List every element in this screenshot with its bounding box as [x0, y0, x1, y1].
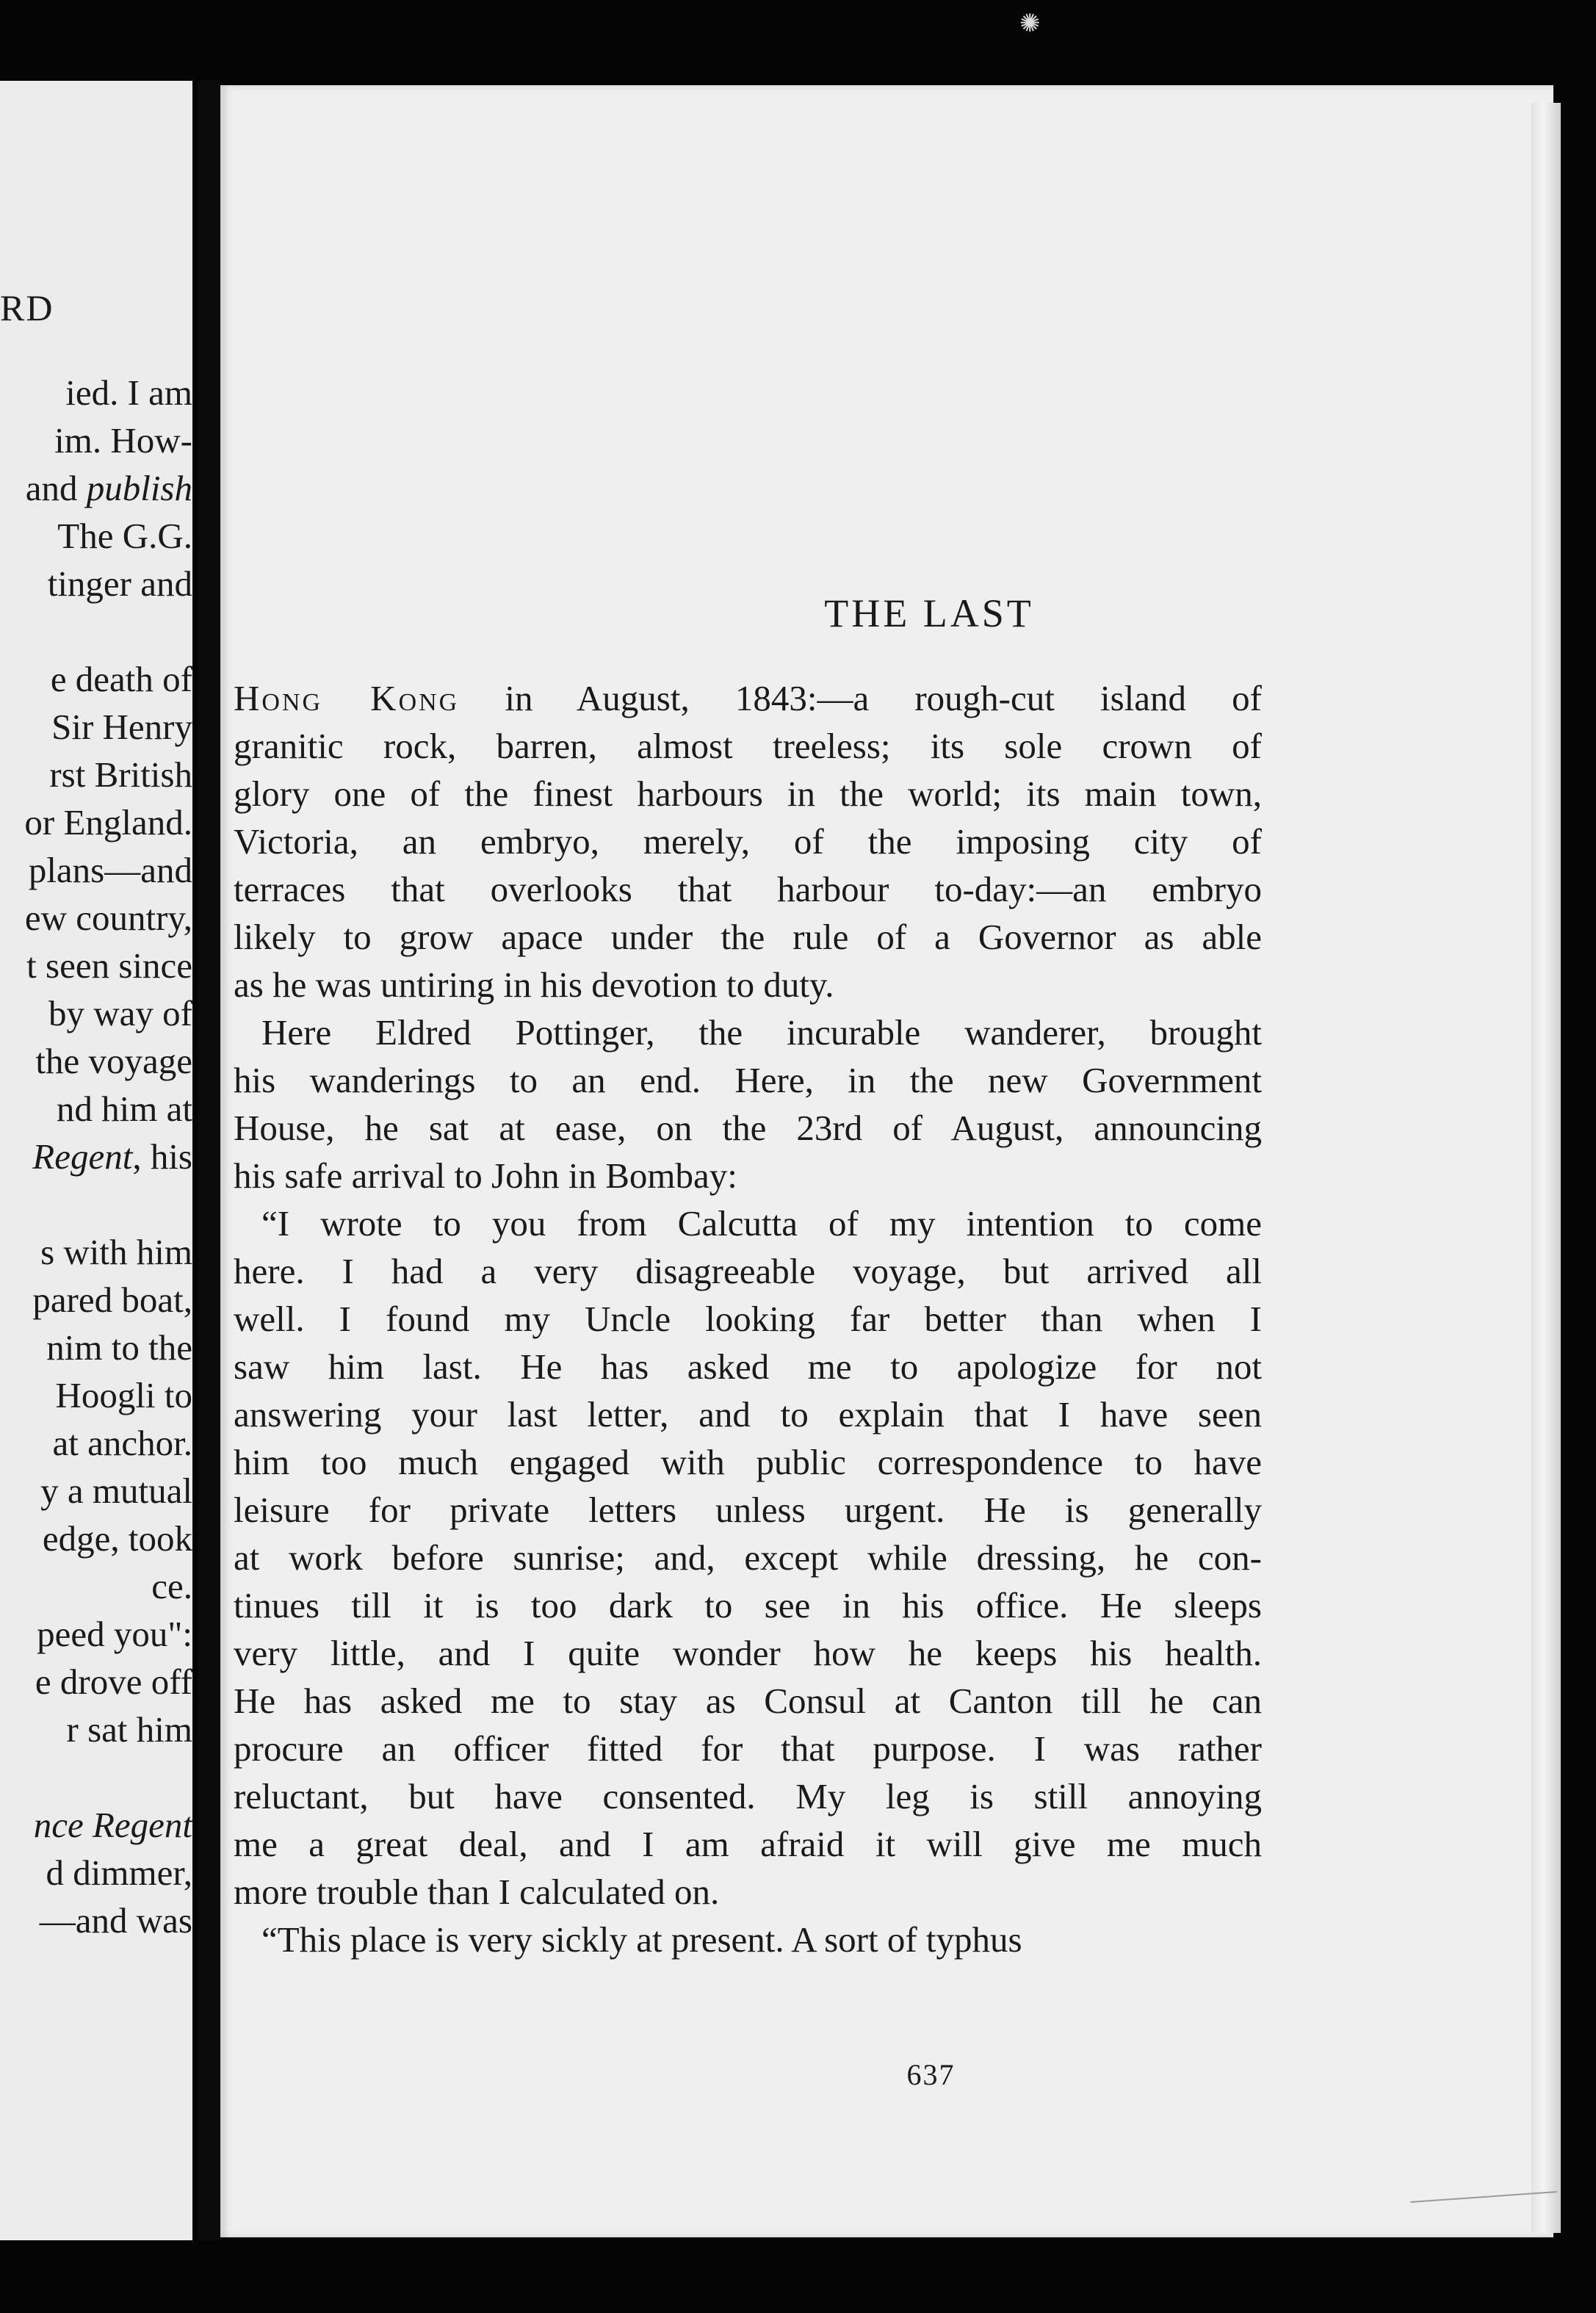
left-page-line: or England.	[24, 802, 192, 842]
left-page-line: plans—and	[28, 850, 192, 890]
chapter-title: THE LAST	[824, 591, 1034, 635]
left-page-line: peed you":	[37, 1614, 192, 1654]
left-page-line: tinger and	[47, 563, 192, 604]
left-page-line: e death of	[50, 659, 192, 699]
left-page-line: Regent, his	[32, 1136, 192, 1177]
left-page-italic: Regent	[32, 1136, 133, 1177]
left-page-line: e drove off	[35, 1661, 192, 1702]
left-page-line: r sat him	[66, 1709, 192, 1750]
page-edge	[1531, 103, 1561, 2233]
text-line: me a great deal, and I am afraid it will give me much	[234, 1824, 1262, 1864]
left-page-line: nim to the	[46, 1327, 192, 1368]
left-page-line: edge, took	[42, 1518, 192, 1559]
text-line: more trouble than I calculated on.	[234, 1872, 720, 1912]
text-line: terraces that overlooks that harbour to-day:—an embryo	[234, 869, 1262, 909]
left-page-line: ce.	[151, 1566, 192, 1606]
text-line: “I wrote to you from Calcutta of my intention to come	[261, 1203, 1262, 1244]
left-page-line: Sir Henry	[51, 707, 192, 747]
text-line: his safe arrival to John in Bombay:	[234, 1155, 737, 1196]
left-running-header: RD	[0, 287, 54, 328]
left-page-line	[0, 1753, 192, 1801]
left-page-line: pared boat,	[32, 1280, 192, 1320]
text-line: at work before sunrise; and, except while dressing, he con-	[234, 1537, 1262, 1578]
text-line: reluctant, but have consented. My leg is still annoying	[234, 1776, 1262, 1816]
text-line: Here Eldred Pottinger, the incurable wanderer, brought	[261, 1012, 1262, 1053]
text-line: tinues till it is too dark to see in his office. He sleeps	[234, 1585, 1262, 1625]
left-page-line: rst British	[49, 754, 192, 795]
text-line: House, he sat at ease, on the 23rd of August, announcing	[234, 1108, 1262, 1148]
left-page-line: t seen since	[26, 945, 192, 986]
text-line: his wanderings to an end. Here, in the new Government	[234, 1060, 1262, 1100]
text-line: likely to grow apace under the rule of a Governor as able	[234, 917, 1262, 957]
text-line: well. I found my Uncle looking far better than when I	[234, 1299, 1262, 1339]
left-page-line: s with him	[40, 1232, 192, 1272]
text-line: as he was untiring in his devotion to duty.	[234, 964, 834, 1005]
text-line: here. I had a very disagreeable voyage, but arrived all	[234, 1251, 1262, 1291]
text-line: Victoria, an embryo, merely, of the imposing city of	[234, 821, 1262, 862]
left-page-line: —and was	[39, 1900, 192, 1941]
left-page-line: ied. I am	[65, 372, 192, 413]
text-line: “This place is very sickly at present. A sort of typhus	[261, 1919, 1022, 1960]
left-page-line: im. How-	[54, 420, 192, 461]
left-page-line: y a mutual	[40, 1471, 192, 1511]
left-page-text	[0, 369, 192, 1944]
left-page-italic: nce Regent	[33, 1805, 192, 1845]
left-facing-page	[0, 81, 192, 2240]
left-page-line: d dimmer,	[46, 1852, 192, 1893]
text-line: answering your last letter, and to explain that I have seen	[234, 1394, 1262, 1435]
opening-small-caps: Hong Kong	[234, 678, 460, 718]
book-gutter	[198, 81, 220, 2240]
text-line: granitic rock, barren, almost treeless; its sole crown of	[234, 726, 1262, 766]
text-line: very little, and I quite wonder how he keeps his health.	[234, 1633, 1262, 1673]
left-page-line: and publish	[25, 468, 192, 508]
left-page-line	[0, 607, 192, 655]
left-page-line: the voyage	[35, 1041, 192, 1081]
text-line: Hong Kong in August, 1843:—a rough-cut island of	[234, 678, 1262, 718]
page-number: 637	[906, 2058, 956, 2091]
left-page-italic: publish	[86, 468, 192, 508]
text-line: procure an officer fitted for that purpose. I was rather	[234, 1728, 1262, 1769]
left-page-line: at anchor.	[52, 1423, 192, 1463]
left-page-line: ew country,	[24, 898, 192, 938]
left-page-line: Hoogli to	[55, 1375, 192, 1415]
left-page-line: nd him at	[56, 1089, 192, 1129]
chapter-body-text	[234, 674, 1262, 1963]
text-line: glory one of the finest harbours in the world; its main town,	[234, 773, 1262, 814]
text-line: him too much engaged with public correspondence to have	[234, 1442, 1262, 1482]
text-line: leisure for private letters unless urgent. He is generally	[234, 1490, 1262, 1530]
text-line: He has asked me to stay as Consul at Canton till he can	[234, 1681, 1262, 1721]
left-page-line	[0, 1801, 192, 1849]
left-page-line: The G.G.	[57, 516, 192, 556]
text-line: saw him last. He has asked me to apologize for not	[234, 1346, 1262, 1387]
film-speck: ✺	[1019, 10, 1041, 37]
left-page-line	[0, 1180, 192, 1228]
left-page-line: by way of	[48, 993, 192, 1033]
